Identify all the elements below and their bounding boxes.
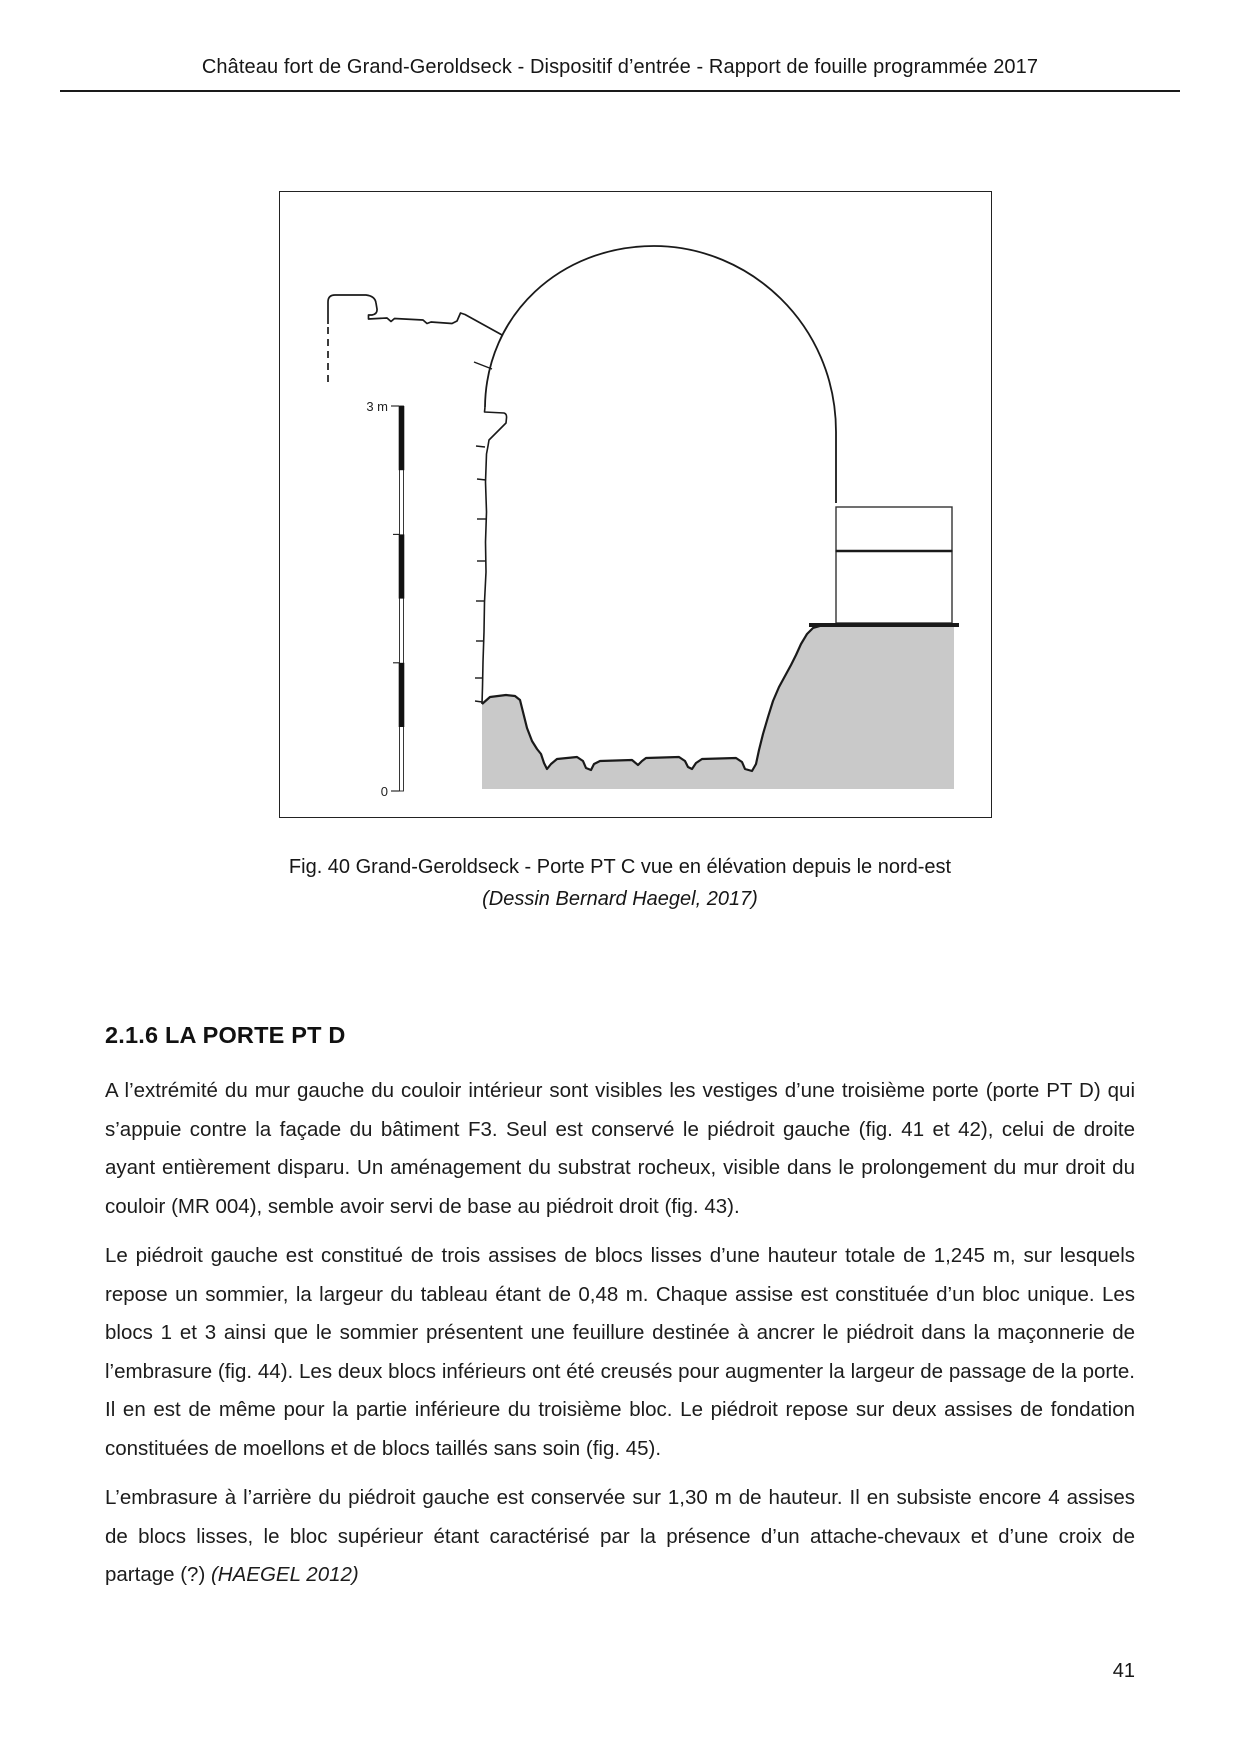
figure-frame xyxy=(279,191,992,818)
scale-label-3m: 3 m xyxy=(366,399,388,414)
masonry-block-upper xyxy=(836,507,952,551)
section-heading: 2.1.6 LA PORTE PT D xyxy=(105,1022,346,1048)
paragraph-3-text: L’embrasure à l’arrière du piédroit gauche est conservée sur 1,30 m de hauteur. Il en subsiste encore 4 assises de blocs lisses, le bloc supérieur étant caractérisé par la présence d’un attache-chevaux et d’une croix de partage (?) xyxy=(105,1486,1135,1586)
section-body xyxy=(105,1072,1135,1606)
masonry-block-lower xyxy=(836,551,952,623)
page-header-title: Château fort de Grand-Geroldseck - Dispositif d’entrée - Rapport de fouille programmée 2017 xyxy=(201,56,1039,78)
ground-fill xyxy=(482,626,954,789)
wall-fragment-outline xyxy=(328,295,503,336)
arch-outline xyxy=(485,246,836,503)
header-divider xyxy=(60,90,1180,92)
scale-label-0: 0 xyxy=(380,784,388,799)
figure-credit: (Dessin Bernard Haegel, 2017) xyxy=(482,888,758,910)
page-number: 41 xyxy=(1112,1660,1135,1682)
paragraph-3 xyxy=(105,1479,1135,1595)
elevation-drawing xyxy=(280,192,991,817)
paragraph-1: A l’extrémité du mur gauche du couloir intérieur sont visibles les vestiges d’une troisième porte (porte PT D) qui s’appuie contre la façade du bâtiment F3. Seul est conservé le piédroit gauche (fig. 41 et 42), celui de droite ayant entièrement disparu. Un aménagement du substrat rocheux, visible dans le prolongement du mur droit du couloir (MR 004), semble avoir servi de base au piédroit droit (fig. 43). xyxy=(105,1079,1135,1218)
paragraph-3-citation: (HAEGEL 2012) xyxy=(210,1563,359,1586)
scale-bar xyxy=(366,399,404,799)
masonry-blocks xyxy=(809,507,959,625)
left-jamb xyxy=(482,407,507,704)
paragraph-2: Le piédroit gauche est constitué de trois assises de blocs lisses d’une hauteur totale de 1,245 m, sur lesquels repose un sommier, la largeur du tableau étant de 0,48 m. Chaque assise est constituée d’un bloc unique. Les blocs 1 et 3 ainsi que le sommier présentent une feuillure destinée à ancrer le piédroit dans la maçonnerie de l’embrasure (fig. 44). Les deux blocs inférieurs ont été creusés pour augmenter la largeur de passage de la porte. Il en est de même pour la partie inférieure du troisième bloc. Le piédroit repose sur deux assises de fondation constituées de moellons et de blocs taillés sans soin (fig. 45). xyxy=(105,1244,1135,1460)
figure-caption xyxy=(105,851,1135,915)
figure-caption-text: Fig. 40 Grand-Geroldseck - Porte PT C vue en élévation depuis le nord-est xyxy=(288,856,952,878)
